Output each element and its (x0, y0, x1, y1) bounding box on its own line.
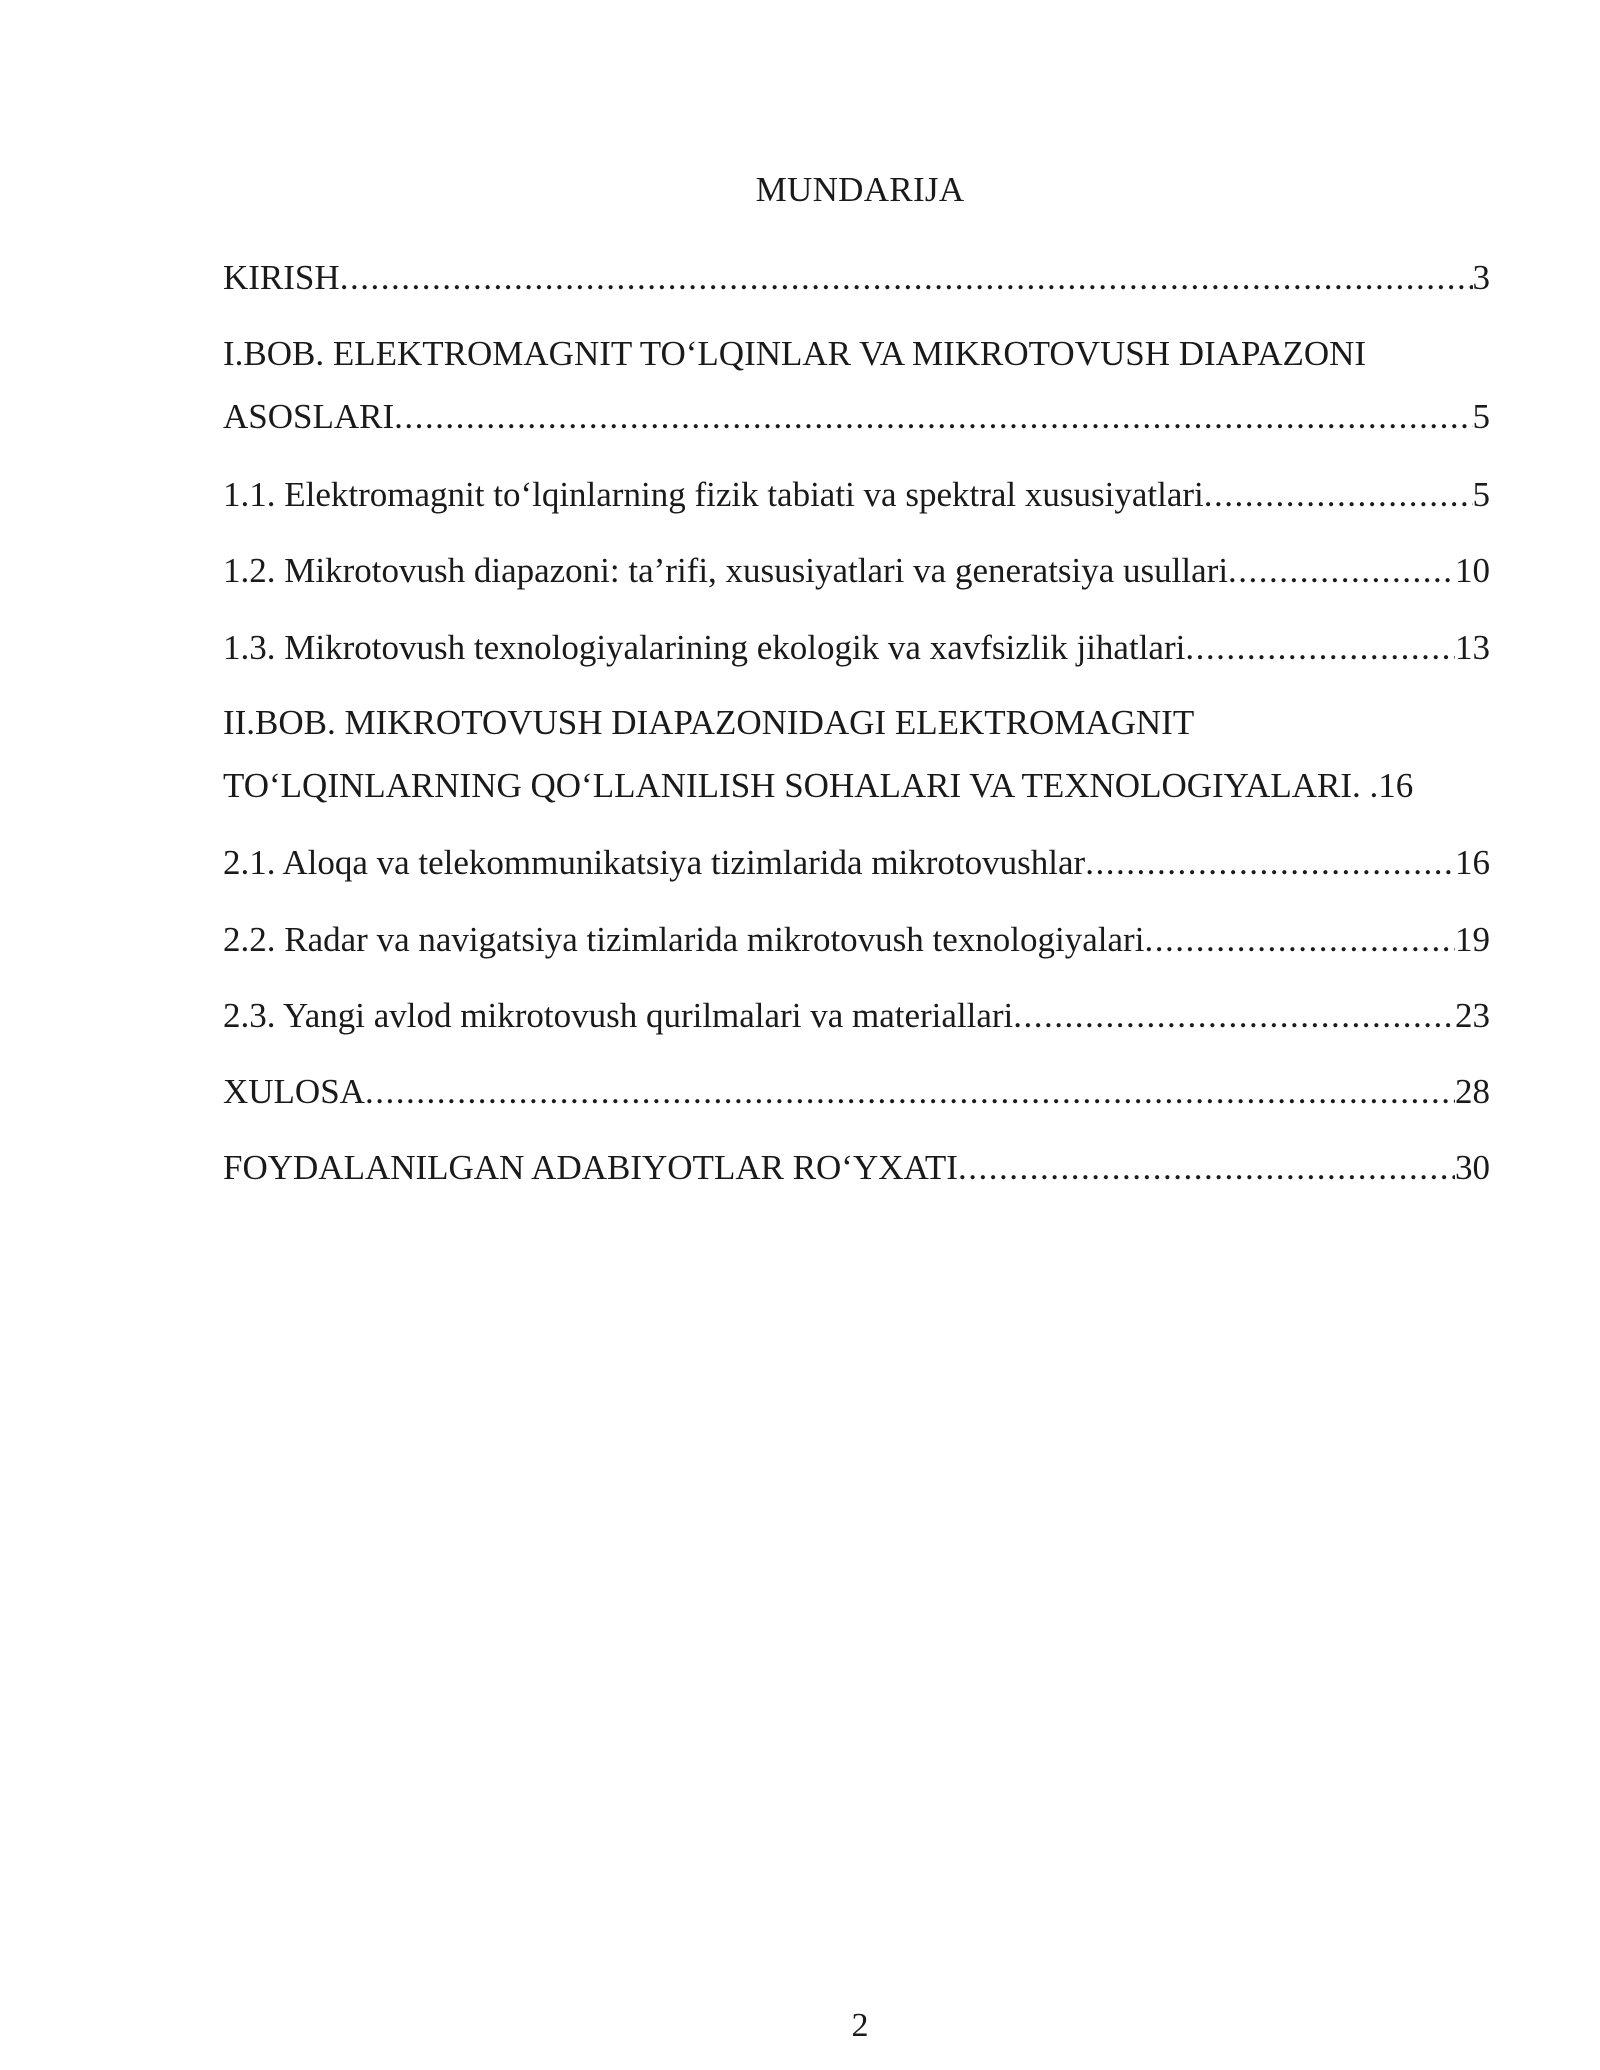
toc-entry-kirish[interactable] (223, 256, 1490, 300)
toc-entry-1-1[interactable] (223, 473, 1490, 517)
page-title: MUNDARIJA (755, 170, 965, 209)
toc-entry-label: ASOSLARI (223, 397, 395, 436)
toc-entry-label-line1: II.BOB. MIKROTOVUSH DIAPAZONIDAGI ELEKTROMAGNIT (223, 703, 1195, 742)
page-number: 2 (851, 2007, 869, 2044)
toc-leader-dots (1204, 473, 1473, 517)
toc-leader-dots (1013, 994, 1455, 1038)
toc-entry-2-3[interactable] (223, 994, 1490, 1038)
toc-entry-label: XULOSA (223, 1072, 365, 1111)
toc-leader-dots (365, 1070, 1455, 1114)
toc-leader-dots (1185, 626, 1455, 670)
toc-entry-2-2[interactable] (223, 918, 1490, 962)
toc-entry-2-1[interactable] (223, 841, 1490, 885)
toc-entry-1-3[interactable] (223, 626, 1490, 670)
toc-entry-label: 1.2. Mikrotovush diapazoni: ta’rifi, xususiyatlari va generatsiya usullari (223, 551, 1229, 590)
toc-entry-label: KIRISH (223, 258, 340, 297)
toc-entry-page: 10 (1455, 551, 1490, 590)
toc-leader-dots (1144, 918, 1455, 962)
toc-entry-bibliography[interactable] (223, 1146, 1490, 1190)
toc-entry-label-line1: I.BOB. ELEKTROMAGNIT TO‘LQINLAR VA MIKROTOVUSH DIAPAZONI (223, 334, 1367, 373)
toc-entry-page: 5 (1472, 397, 1490, 436)
toc-entry-page: 28 (1455, 1072, 1490, 1111)
toc-entry-1-2[interactable] (223, 549, 1490, 593)
toc-leader-dots (394, 395, 1472, 439)
toc-entry-label: 2.2. Radar va navigatsiya tizimlarida mikrotovush texnologiyalari (223, 920, 1145, 959)
toc-entry-page: 16 (1455, 843, 1490, 882)
toc-entry-label: 1.3. Mikrotovush texnologiyalarining ekologik va xavfsizlik jihatlari (223, 628, 1186, 667)
toc-leader-dots (1228, 549, 1455, 593)
toc-entry-page: 13 (1455, 628, 1490, 667)
toc-entry-label: 2.1. Aloqa va telekommunikatsiya tizimlarida mikrotovushlar (223, 843, 1086, 882)
toc-entry-label: FOYDALANILGAN ADABIYOTLAR RO‘YXATI (223, 1148, 958, 1187)
toc-leader-dots (958, 1146, 1455, 1190)
toc-entry-page: 3 (1472, 258, 1490, 297)
toc-entry-page: 19 (1455, 920, 1490, 959)
toc-entry-chapter-1[interactable] (223, 332, 1490, 439)
toc-entry-label: TO‘LQINLARNING QO‘LLANILISH SOHALARI VA TEXNOLOGIYALARI. . (223, 766, 1379, 805)
toc-entry-label: 2.3. Yangi avlod mikrotovush qurilmalari va materiallari (223, 996, 1014, 1035)
toc-entry-label: 1.1. Elektromagnit to‘lqinlarning fizik tabiati va spektral xususiyatlari (223, 475, 1204, 514)
toc-entry-page: 16 (1378, 766, 1414, 805)
toc-leader-dots (340, 256, 1473, 300)
toc-entry-page: 5 (1472, 475, 1490, 514)
toc-entry-page: 30 (1455, 1148, 1490, 1187)
toc-leader-dots (1085, 841, 1455, 885)
toc-entry-chapter-2[interactable] (223, 701, 1490, 808)
toc-entry-xulosa[interactable] (223, 1070, 1490, 1114)
toc-entry-page: 23 (1455, 996, 1490, 1035)
